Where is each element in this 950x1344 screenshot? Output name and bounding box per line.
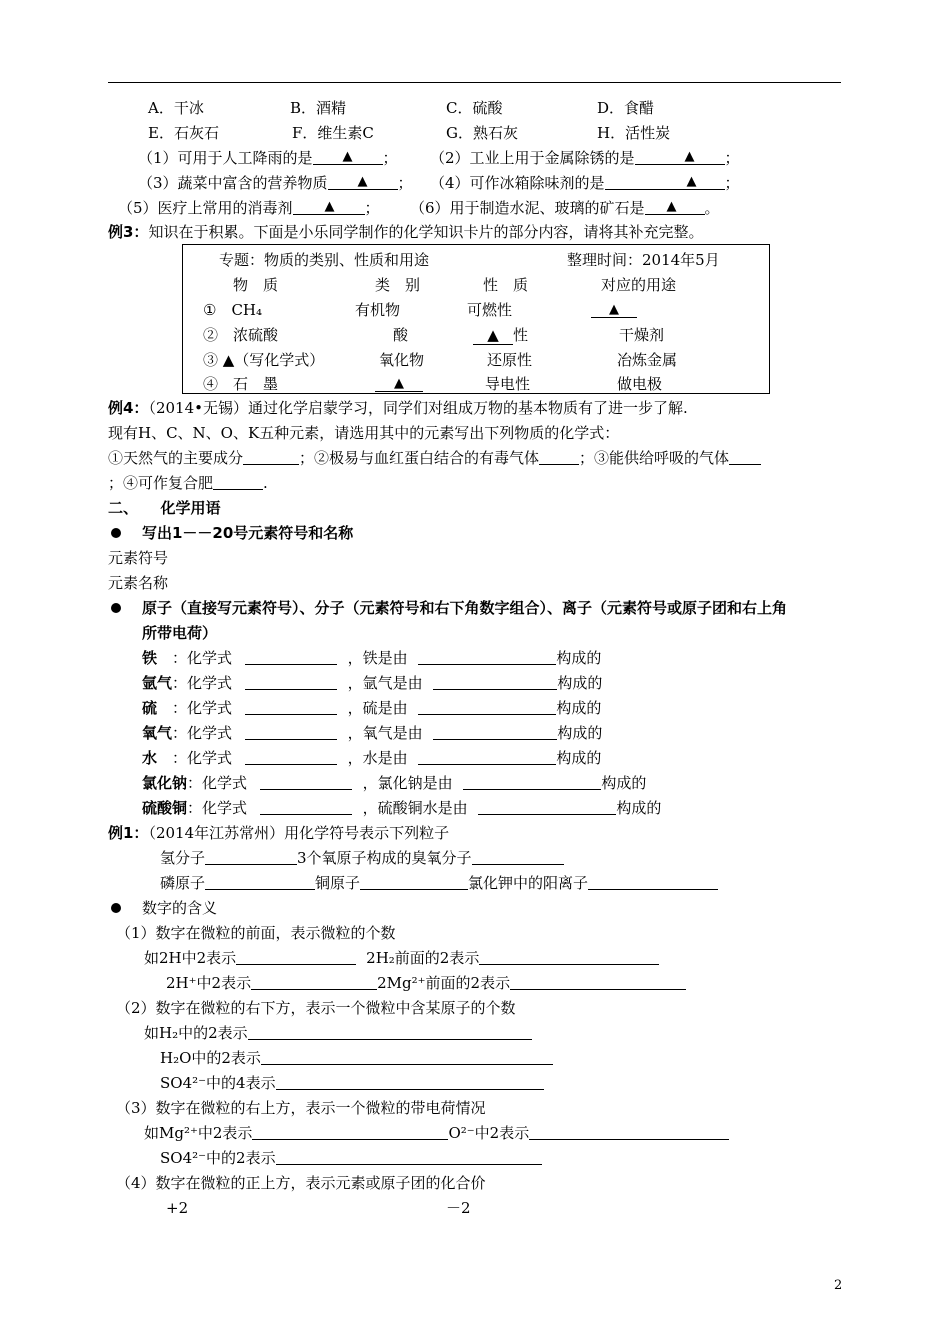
card-row1-substance: ① CH₄ xyxy=(203,301,263,319)
answer-blank[interactable] xyxy=(213,474,263,490)
answer-blank[interactable] xyxy=(472,849,564,865)
bullet-1: 写出1－－20号元素符号和名称 xyxy=(142,524,354,542)
item-iron: 铁 ：化学式 ，铁是由 构成的 xyxy=(142,649,602,667)
item-sulfur: 硫 ：化学式 ，硫是由 构成的 xyxy=(142,699,602,717)
option-h: H．活性炭 xyxy=(597,124,671,142)
bullet-icon xyxy=(111,528,121,538)
card-row1-use-blank[interactable] xyxy=(591,299,637,318)
example-4-line3: ①天然气的主要成分 ；②极易与血红蛋白结合的有毒气体 ；③能供给呼吸的气体 xyxy=(108,448,761,468)
composition-blank[interactable] xyxy=(418,649,556,665)
element-name-label: 元素名称 xyxy=(108,574,169,592)
card-row1-property: 可燃性 xyxy=(467,301,513,319)
meaning-p4: （4）数字在微粒的正上方，表示元素或原子团的化合价 xyxy=(116,1174,486,1192)
card-row3-property: 还原性 xyxy=(487,351,533,369)
answer-blank[interactable] xyxy=(276,1149,542,1165)
example-3: 例3：知识在于积累。下面是小乐同学制作的化学知识卡片的部分内容，请将其补充完整。 xyxy=(108,223,704,241)
page-number: 2 xyxy=(834,1278,843,1293)
card-row1-category: 有机物 xyxy=(355,301,401,319)
question-4: （4）可作冰箱除味剂的是 ▲ ； xyxy=(430,174,740,192)
answer-blank[interactable] xyxy=(261,1049,553,1065)
answer-blank[interactable] xyxy=(729,449,761,465)
option-c: C．硫酸 xyxy=(446,99,503,117)
answer-blank[interactable] xyxy=(293,199,365,215)
answer-blank[interactable] xyxy=(236,949,356,965)
valence-plus-2: +2 xyxy=(166,1199,189,1217)
formula-blank[interactable] xyxy=(260,799,352,815)
answer-blank[interactable] xyxy=(251,974,377,990)
card-row4-substance: ④ 石 墨 xyxy=(203,375,279,393)
question-6: （6）用于制造水泥、玻璃的矿石是 ▲ 。 xyxy=(410,199,720,217)
formula-blank[interactable] xyxy=(245,649,337,665)
element-symbol-label: 元素符号 xyxy=(108,549,169,567)
meaning-p3-line2: SO4²⁻中的2表示 xyxy=(160,1148,542,1168)
question-3: （3）蔬菜中富含的营养物质 ▲ ； xyxy=(138,174,413,192)
composition-blank[interactable] xyxy=(433,724,557,740)
option-b: B．酒精 xyxy=(290,99,347,117)
answer-blank[interactable] xyxy=(529,1124,729,1140)
formula-blank[interactable] xyxy=(245,674,337,690)
composition-blank[interactable] xyxy=(433,674,557,690)
card-header-substance: 物 质 xyxy=(233,276,279,294)
meaning-p2-line2: H₂O中的2表示 xyxy=(160,1048,553,1068)
triangle-icon: ▲ xyxy=(394,376,404,391)
card-row3-category: 氧化物 xyxy=(379,351,425,369)
header-rule xyxy=(108,82,841,83)
bullet-icon xyxy=(111,603,121,613)
option-a: A．干冰 xyxy=(148,99,204,117)
meaning-p2-line3: SO4²⁻中的4表示 xyxy=(160,1073,544,1093)
question-1: （1）可用于人工降雨的是 ▲ ； xyxy=(138,149,398,167)
meaning-p3-line1: 如Mg²⁺中2表示 O²⁻中2表示 xyxy=(144,1123,729,1143)
answer-blank[interactable] xyxy=(276,1074,544,1090)
option-g: G．熟石灰 xyxy=(446,124,518,142)
item-sodium-chloride: 氯化钠：化学式 ，氯化钠是由 构成的 xyxy=(142,774,647,792)
card-header-use: 对应的用途 xyxy=(601,276,677,294)
composition-blank[interactable] xyxy=(478,799,616,815)
option-e: E．石灰石 xyxy=(148,124,219,142)
card-row4-use: 做电极 xyxy=(617,375,663,393)
triangle-icon: ▲ xyxy=(684,149,695,164)
section-2-title: 二、 化学用语 xyxy=(108,499,221,517)
card-row2-substance: ② 浓硫酸 xyxy=(203,326,279,344)
answer-blank[interactable] xyxy=(328,174,398,190)
option-f: F．维生素C xyxy=(292,124,374,142)
item-argon: 氩气：化学式 ，氩气是由 构成的 xyxy=(142,674,603,692)
meaning-p1-line1: 如2H中2表示 2H₂前面的2表示 xyxy=(144,948,659,968)
meaning-p1-line2: 2H⁺中2表示 2Mg²⁺前面的2表示 xyxy=(166,973,686,993)
triangle-icon: ▲ xyxy=(324,199,335,214)
answer-blank[interactable] xyxy=(635,149,725,165)
answer-blank[interactable] xyxy=(605,174,725,190)
meaning-title: 数字的含义 xyxy=(142,899,218,917)
answer-blank[interactable] xyxy=(645,199,705,215)
card-row3-use: 冶炼金属 xyxy=(617,351,678,369)
card-row2-property[interactable]: ▲ 性 xyxy=(473,324,528,345)
example-1-line1: 氢分子 3个氧原子构成的臭氧分子 xyxy=(160,848,564,868)
question-5: （5）医疗上常用的消毒剂 ▲ ； xyxy=(118,199,380,217)
card-date: 整理时间：2014年5月 xyxy=(567,251,720,269)
answer-blank[interactable] xyxy=(205,874,315,890)
card-row3-substance[interactable]: ③ ▲（写化学式） xyxy=(203,351,325,369)
formula-blank[interactable] xyxy=(245,749,337,765)
bullet-2-cont: 所带电荷） xyxy=(142,624,218,642)
bullet-icon xyxy=(111,903,121,913)
triangle-icon: ▲ xyxy=(609,302,619,317)
item-copper-sulfate: 硫酸铜：化学式 ，硫酸铜水是由 构成的 xyxy=(142,799,662,817)
composition-blank[interactable] xyxy=(418,749,556,765)
answer-blank[interactable] xyxy=(479,949,659,965)
bullet-2: 原子（直接写元素符号）、分子（元素符号和右下角数字组合）、离子（元素符号或原子团和右上角 xyxy=(142,599,788,617)
question-2: （2）工业上用于金属除锈的是 ▲ ； xyxy=(430,149,740,167)
answer-blank[interactable] xyxy=(360,874,468,890)
valence-minus-2: －2 xyxy=(446,1199,471,1217)
answer-blank[interactable] xyxy=(313,149,383,165)
meaning-p2-line1: 如H₂中的2表示 xyxy=(144,1023,532,1043)
example-1-line2: 磷原子 铜原子 氯化钾中的阳离子 xyxy=(160,873,718,893)
example-4-line2: 现有H、C、N、O、K五种元素，请选用其中的元素写出下列物质的化学式： xyxy=(108,424,620,442)
meaning-p1: （1）数字在微粒的前面，表示微粒的个数 xyxy=(116,924,396,942)
card-row2-category: 酸 xyxy=(393,326,409,344)
item-water: 水 ：化学式 ，水是由 构成的 xyxy=(142,749,602,767)
composition-blank[interactable] xyxy=(418,699,556,715)
item-oxygen: 氧气：化学式 ，氧气是由 构成的 xyxy=(142,724,603,742)
answer-blank[interactable] xyxy=(243,449,299,465)
card-header-property: 性 质 xyxy=(483,276,529,294)
formula-blank[interactable] xyxy=(245,724,337,740)
card-row4-category-blank[interactable] xyxy=(375,373,423,392)
knowledge-card xyxy=(182,244,770,394)
triangle-icon: ▲ xyxy=(357,174,368,189)
meaning-p3: （3）数字在微粒的右上方，表示一个微粒的带电荷情况 xyxy=(116,1099,486,1117)
formula-blank[interactable] xyxy=(245,699,337,715)
answer-blank[interactable] xyxy=(205,849,297,865)
meaning-p2: （2）数字在微粒的右下方，表示一个微粒中含某原子的个数 xyxy=(116,999,516,1017)
composition-blank[interactable] xyxy=(463,774,601,790)
answer-blank[interactable] xyxy=(510,974,686,990)
example-4-line4: ；④可作复合肥 . xyxy=(108,474,268,492)
triangle-icon: ▲ xyxy=(473,326,513,345)
triangle-icon: ▲ xyxy=(666,199,677,214)
answer-blank[interactable] xyxy=(252,1124,448,1140)
example-4: 例4：（2014•无锡）通过化学启蒙学习，同学们对组成万物的基本物质有了进一步了解. xyxy=(108,399,688,417)
triangle-icon: ▲ xyxy=(342,149,353,164)
card-row4-property: 导电性 xyxy=(485,375,531,393)
card-header-category: 类 别 xyxy=(375,276,421,294)
answer-blank[interactable] xyxy=(539,449,579,465)
card-row2-use: 干燥剂 xyxy=(619,326,665,344)
option-d: D．食醋 xyxy=(597,99,655,117)
card-topic: 专题：物质的类别、性质和用途 xyxy=(219,251,430,269)
formula-blank[interactable] xyxy=(260,774,352,790)
answer-blank[interactable] xyxy=(588,874,718,890)
answer-blank[interactable] xyxy=(248,1024,532,1040)
triangle-icon: ▲ xyxy=(686,174,697,189)
example-1: 例1：（2014年江苏常州）用化学符号表示下列粒子 xyxy=(108,824,450,842)
